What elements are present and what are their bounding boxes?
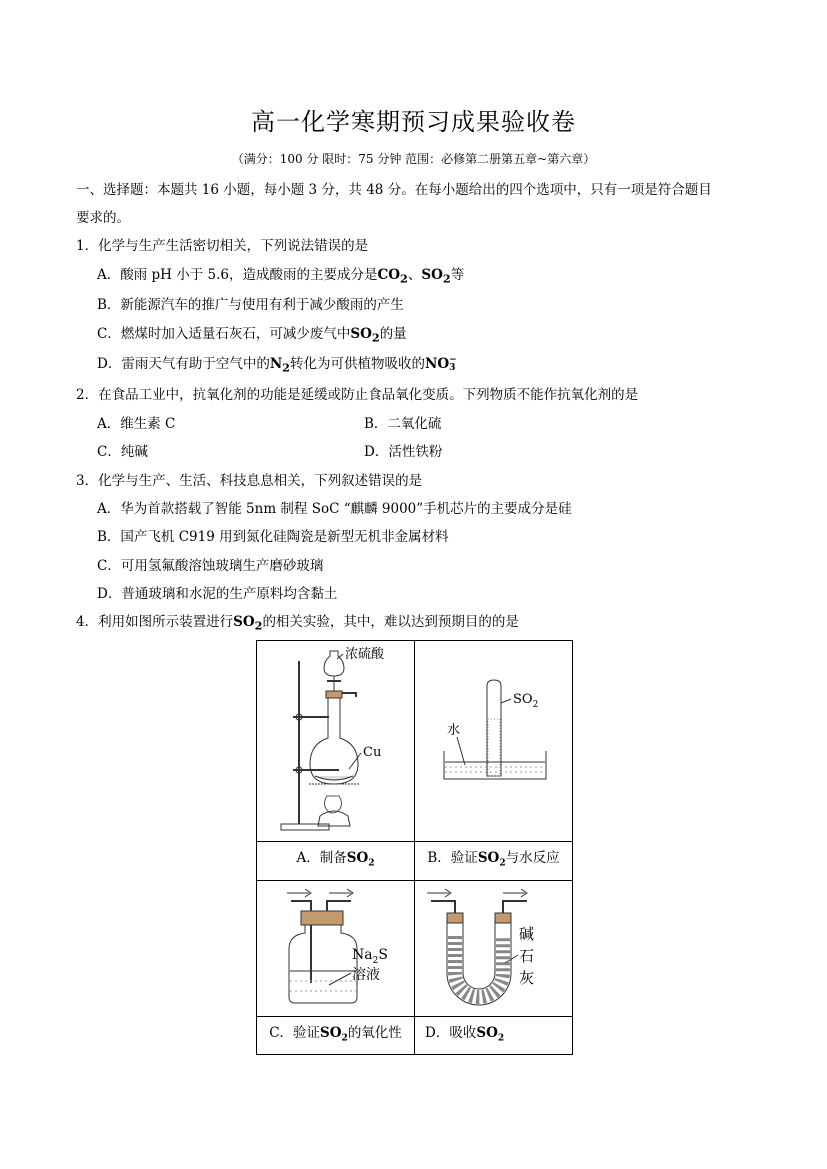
formula-co2-main: CO xyxy=(377,267,401,283)
q2-option-b: B．二氧化硫 xyxy=(364,416,442,432)
caption-d xyxy=(415,1016,573,1055)
q1-c-post: 的量 xyxy=(379,326,407,342)
label-na2s-na: Na xyxy=(352,946,373,963)
formula-so2-main: SO xyxy=(233,614,255,630)
label-copper: Cu xyxy=(363,745,382,760)
separatory-funnel xyxy=(324,651,344,676)
leader-water xyxy=(457,737,465,765)
stopper-right xyxy=(495,913,511,923)
label-water: 水 xyxy=(447,723,461,738)
formula-co2 xyxy=(377,267,408,286)
label-solution: 溶液 xyxy=(352,966,380,983)
q1-c-text: C．燃煤时加入适量石灰石，可减少废气中 xyxy=(97,326,351,342)
q4-stem-post: 的相关实验，其中，难以达到预期目的的是 xyxy=(262,614,519,630)
apparatus-b-drawing xyxy=(415,641,572,837)
formula-n2-main: N xyxy=(269,356,283,372)
apparatus-b-cell xyxy=(415,641,573,842)
copper-pieces xyxy=(315,776,353,780)
label-soda-lime-2: 石 xyxy=(519,946,535,965)
q4-stem-pre: 4．利用如图所示装置进行 xyxy=(76,614,234,630)
formula-so2-main: SO xyxy=(350,326,372,342)
q3-stem: 3．化学与生产、生活、科技息息相关，下列叙述错误的是 xyxy=(76,473,423,489)
apparatus-figure-grid xyxy=(256,640,573,1055)
apparatus-a-cell xyxy=(257,641,415,842)
section-heading-line1: 一、选择题：本题共 16 小题，每小题 3 分，共 48 分。在每小题给出的四个选项中，只有一项是符合题目 xyxy=(76,182,712,198)
u-tube-inner xyxy=(463,923,495,989)
caption-c-sub: 2 xyxy=(341,1033,348,1044)
stand-base xyxy=(281,824,329,830)
caption-c xyxy=(257,1016,415,1055)
q1-stem: 1．化学与生产生活密切相关，下列说法错误的是 xyxy=(76,238,369,254)
caption-b xyxy=(415,842,573,881)
label-so2-sub: 2 xyxy=(532,700,539,710)
caption-b-post: 与水反应 xyxy=(505,850,560,866)
apparatus-d-cell xyxy=(415,880,573,1016)
formula-so2 xyxy=(233,614,263,633)
label-so2-main: SO xyxy=(513,692,533,707)
leader-copper xyxy=(349,753,361,769)
q2-option-d: D．活性铁粉 xyxy=(364,444,443,460)
label-so2-gas xyxy=(513,692,538,710)
formula-no3-main: NO xyxy=(425,356,450,372)
caption-a-formula: SO xyxy=(346,850,369,866)
formula-no3 xyxy=(425,356,457,372)
q1-a-text: A．酸雨 pH 小于 5.6，造成酸雨的主要成分是 xyxy=(97,267,378,283)
formula-so2 xyxy=(350,326,380,345)
exam-info: （满分：100 分 限时：75 分钟 范围：必修第二册第五章~第六章） xyxy=(231,152,596,166)
label-conc-sulfuric-acid: 浓硫酸 xyxy=(345,647,385,662)
delivery-tube xyxy=(342,693,356,697)
apparatus-a-drawing xyxy=(257,641,414,837)
caption-a-sub: 2 xyxy=(368,858,375,869)
caption-a-text: A．制备 xyxy=(296,850,347,866)
label-na2s-s: S xyxy=(378,946,388,963)
section-heading-line2: 要求的。 xyxy=(76,210,130,226)
q1-d-text: D．雷雨天气有助于空气中的 xyxy=(97,356,270,372)
q1-option-b: B．新能源汽车的推广与使用有利于减少酸雨的产生 xyxy=(97,297,404,313)
caption-c-post: 的氧化性 xyxy=(347,1024,402,1041)
apparatus-c-drawing xyxy=(257,881,414,1012)
formula-n2 xyxy=(269,356,290,375)
water-trough xyxy=(444,751,546,779)
q3-option-a: A．华为首款搭载了智能 5nm 制程 SoC “麒麟 9000”手机芯片的主要成分是硅 xyxy=(97,501,572,517)
formula-so2-sub: 2 xyxy=(442,271,451,286)
apparatus-d-drawing xyxy=(415,881,572,1012)
q3-option-c: C．可用氢氟酸溶蚀玻璃生产磨砂玻璃 xyxy=(97,558,324,574)
caption-c-formula: SO xyxy=(320,1024,342,1041)
label-na2s-sub: 2 xyxy=(372,955,379,966)
q2-option-c: C．纯碱 xyxy=(97,444,148,460)
q3-option-d: D．普通玻璃和水泥的生产原料均含黏土 xyxy=(97,586,338,602)
caption-b-sub: 2 xyxy=(499,858,506,869)
q1-option-c xyxy=(97,322,407,345)
q2-stem: 2．在食品工业中，抗氧化剂的功能是延缓或防止食品氧化变质。下列物质不能作抗氧化剂的是 xyxy=(76,387,639,403)
caption-d-sub: 2 xyxy=(497,1033,505,1044)
water-in-tube xyxy=(488,719,500,776)
caption-b-text: B．验证 xyxy=(427,850,478,866)
leader-so2 xyxy=(501,699,511,703)
q1-option-a xyxy=(97,263,464,286)
formula-no3-sub: 3 xyxy=(449,362,456,373)
q1-d-mid: 转化为可供植物吸收的 xyxy=(290,356,425,372)
label-soda-lime-1: 碱 xyxy=(519,924,535,943)
formula-so2-main: SO xyxy=(421,267,443,283)
caption-a xyxy=(257,842,415,881)
formula-so2 xyxy=(421,267,451,286)
page-title: 高一化学寒期预习成果验收卷 xyxy=(251,108,576,136)
q4-stem xyxy=(76,610,519,633)
formula-n2-sub: 2 xyxy=(282,360,290,375)
leader-solution xyxy=(329,973,351,985)
caption-d-formula: SO xyxy=(476,1024,498,1041)
label-soda-lime-3: 灰 xyxy=(519,968,535,987)
q1-a-sep: 、 xyxy=(407,267,422,283)
formula-so2-sub: 2 xyxy=(371,330,380,345)
q2-option-a: A．维生素 C xyxy=(97,416,176,432)
apparatus-c-cell xyxy=(257,880,415,1016)
flame xyxy=(325,796,342,813)
rubber-stopper xyxy=(326,691,342,698)
caption-b-formula: SO xyxy=(477,850,500,866)
q1-a-post: 等 xyxy=(450,267,465,283)
formula-co2-sub: 2 xyxy=(400,271,408,286)
soda-lime-granules xyxy=(455,936,503,997)
q3-option-b: B．国产飞机 C919 用到氮化硅陶瓷是新型无机非金属材料 xyxy=(97,529,449,545)
caption-d-text: D．吸收 xyxy=(425,1024,477,1041)
formula-so2-sub: 2 xyxy=(254,618,263,633)
bottle-stopper xyxy=(301,911,343,925)
round-flask xyxy=(310,698,358,784)
q1-option-d xyxy=(97,352,457,375)
formula-no3-charge: − xyxy=(449,355,457,366)
caption-c-text: C．验证 xyxy=(269,1024,321,1041)
stopper-left xyxy=(447,913,463,923)
